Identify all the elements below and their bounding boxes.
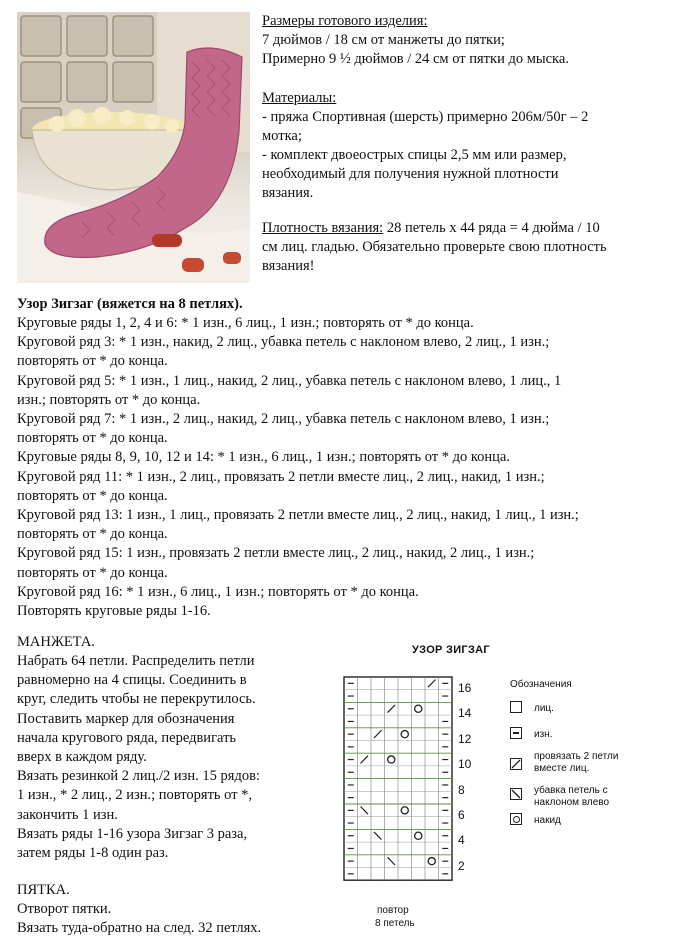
- materials-line: мотка;: [262, 128, 302, 144]
- chart-row-number: 10: [458, 757, 472, 772]
- chart-row-number: 4: [458, 833, 465, 848]
- cuff-line: Вязать ряды 1-16 узора Зигзаг 3 раза,: [17, 825, 248, 842]
- cuff-title: МАНЖЕТА.: [17, 634, 95, 650]
- cuff-line: 1 изн., * 2 лиц., 2 изн.; повторять от *,: [17, 787, 253, 804]
- chart-row-number: 8: [458, 782, 465, 797]
- yo-symbol-icon: [510, 813, 522, 825]
- cuff-line: Набрать 64 петли. Распределить петли: [17, 653, 255, 669]
- cuff-line: круг, следить чтобы не перекрутилось.: [17, 691, 256, 708]
- chart-row-number: 16: [458, 681, 472, 695]
- sizes-line: Примерно 9 ½ дюймов / 24 см от пятки до мыска.: [262, 51, 569, 67]
- heel-line: Отворот пятки.: [17, 901, 112, 917]
- gauge-line: см лиц. гладью. Обязательно проверьте свою плотность: [262, 239, 607, 255]
- purl-symbol-icon: [510, 727, 522, 739]
- gauge-title: Плотность вязания:: [262, 220, 384, 236]
- chart-footer-stitches: 8 петель: [375, 918, 415, 929]
- pattern-line: повторять от * до конца.: [17, 487, 168, 504]
- materials-line: вязания.: [262, 185, 314, 201]
- cuff-line: затем ряды 1-8 один раз.: [17, 845, 169, 861]
- sock-photo: [17, 12, 250, 283]
- cuff-line: вверх в каждом ряду.: [17, 749, 147, 765]
- pattern-line: повторять от * до конца.: [17, 430, 168, 447]
- sizes-title: Размеры готового изделия:: [262, 13, 428, 29]
- pattern-line: Повторять круговые ряды 1-16.: [17, 603, 211, 619]
- sizes-line: 7 дюймов / 18 см от манжеты до пятки;: [262, 32, 505, 48]
- chart-row-number: 6: [458, 808, 465, 822]
- gauge-line: вязания!: [262, 258, 315, 274]
- zigzag-chart: [340, 675, 460, 915]
- pattern-line: повторять от * до конца.: [17, 353, 168, 370]
- cuff-line: закончить 1 изн.: [17, 806, 118, 823]
- chart-row-number: 12: [458, 731, 472, 746]
- pattern-line: Круговой ряд 13: 1 изн., 1 лиц., провязать 2 петли вместе лиц., 2 лиц., накид, 1 лиц., 1 изн.;: [17, 507, 579, 523]
- pattern-line: повторять от * до конца.: [17, 564, 168, 581]
- chart-row-number: 2: [458, 858, 465, 873]
- pattern-line: Круговой ряд 7: * 1 изн., 2 лиц., накид, 2 лиц., убавка петель с наклоном влево, 1 изн.;: [17, 411, 550, 427]
- pattern-line: изн.; повторять от * до конца.: [17, 391, 201, 408]
- pattern-line: Круговой ряд 3: * 1 изн., накид, 2 лиц., убавка петель с наклоном влево, 2 лиц., 1 изн.;: [17, 334, 550, 351]
- materials-title: Материалы:: [262, 90, 337, 106]
- gauge-line: Плотность вязания: 28 петель х 44 ряда = 4 дюйма / 10: [262, 220, 600, 236]
- pattern-line: повторять от * до конца.: [17, 526, 168, 543]
- chart-title: УЗОР ЗИГЗАГ: [412, 644, 490, 656]
- heel-line: Вязать туда-обратно на след. 32 петлях.: [17, 920, 262, 936]
- pattern-line: Круговые ряды 8, 9, 10, 12 и 14: * 1 изн., 6 лиц., 1 изн.; повторять от * до конца.: [17, 449, 510, 466]
- pattern-line: Круговой ряд 15: 1 изн., провязать 2 петли вместе лиц., 2 лиц., накид, 2 лиц., 1 изн.;: [17, 545, 535, 562]
- pattern-line: Круговой ряд 5: * 1 изн., 1 лиц., накид, 2 лиц., убавка петель с наклоном влево, 1 лиц., 1: [17, 372, 562, 389]
- ssk-symbol-icon: [510, 788, 522, 800]
- pattern-title: Узор Зигзаг (вяжется на 8 петлях).: [17, 296, 243, 312]
- heel-title: ПЯТКА.: [17, 882, 70, 898]
- pattern-line: Круговые ряды 1, 2, 4 и 6: * 1 изн., 6 лиц., 1 изн.; повторять от * до конца.: [17, 315, 474, 331]
- cuff-line: Поставить маркер для обозначения: [17, 710, 235, 727]
- pattern-line: Круговой ряд 11: * 1 изн., 2 лиц., провязать 2 петли вместе лиц., 2 лиц., накид, 1 изн.;: [17, 468, 545, 485]
- materials-line: - пряжа Спортивная (шерсть) примерно 206м/50г – 2: [262, 109, 589, 125]
- materials-line: - комплект двоеострых спицы 2,5 мм или размер,: [262, 147, 567, 163]
- materials-line: необходимый для получения нужной плотности: [262, 166, 559, 182]
- pattern-line: Круговой ряд 16: * 1 изн., 6 лиц., 1 изн.; повторять от * до конца.: [17, 583, 419, 600]
- chart-row-number: 14: [458, 706, 472, 721]
- cuff-line: Вязать резинкой 2 лиц./2 изн. 15 рядов:: [17, 768, 260, 785]
- chart-footer-repeat: повтор: [377, 905, 409, 916]
- knit-symbol-icon: [510, 701, 522, 713]
- cuff-line: начала кругового ряда, передвигать: [17, 729, 237, 746]
- k2tog-symbol-icon: [510, 758, 522, 770]
- cuff-line: равномерно на 4 спицы. Соединить в: [17, 672, 247, 689]
- legend-title: Обозначения: [510, 679, 572, 690]
